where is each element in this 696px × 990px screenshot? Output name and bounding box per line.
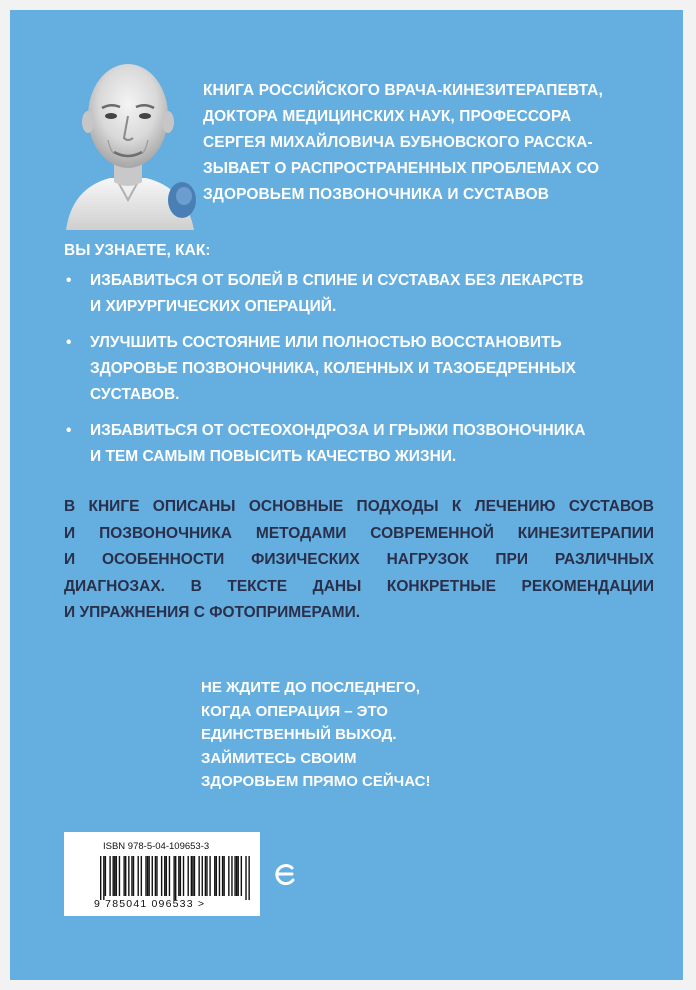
cta-line: ЗДОРОВЬЕМ ПРЯМО СЕЙЧАС! <box>201 773 431 790</box>
barcode-bar <box>131 856 132 896</box>
barcode-bar <box>148 856 149 896</box>
book-description <box>64 494 654 627</box>
cta-line: ЗАЙМИТЕСЬ СВОИМ <box>201 749 357 767</box>
barcode-bar <box>219 856 220 896</box>
barcode-bar <box>128 856 129 896</box>
barcode-bar <box>178 856 179 896</box>
cta-line: ЕДИНСТВЕННЫЙ ВЫХОД. <box>201 726 397 743</box>
barcode-bar <box>116 856 117 896</box>
barcode-bar <box>245 856 246 900</box>
book-back-cover <box>10 10 683 980</box>
barcode-bar <box>248 856 249 900</box>
barcode-bar <box>194 856 195 896</box>
barcode-bar <box>175 856 176 900</box>
barcode-bar <box>141 856 142 896</box>
barcode-bar <box>123 856 124 896</box>
barcode-bar <box>166 856 167 896</box>
barcode-bar <box>138 856 139 896</box>
barcode-bar <box>216 856 217 896</box>
barcode-bar <box>145 856 146 896</box>
author-bio-line: ДОКТОРА МЕДИЦИНСКИХ НАУК, ПРОФЕССОРА <box>203 108 572 125</box>
author-bio-line: ЗЫВАЕТ О РАСПРОСТРАНЕННЫХ ПРОБЛЕМАХ СО <box>203 160 600 177</box>
barcode-bar <box>241 856 242 896</box>
barcode-bar <box>105 856 106 896</box>
barcode-bar <box>133 856 134 896</box>
barcode-bar <box>198 856 199 896</box>
author-bio <box>203 78 663 208</box>
list-item <box>64 418 664 470</box>
author-bio-line: ЗДОРОВЬЕМ ПОЗВОНОЧНИКА И СУСТАВОВ <box>203 186 550 203</box>
list-item <box>64 268 664 320</box>
learn-list <box>64 268 664 480</box>
barcode-bar <box>192 856 193 896</box>
barcode-bar <box>223 856 224 896</box>
barcode-bar <box>205 856 206 896</box>
barcode-bar <box>119 856 120 896</box>
bullet-icon: • <box>66 334 72 351</box>
barcode-bar <box>191 856 192 896</box>
description-line: И ПОЗВОНОЧНИКА МЕТОДАМИ СОВРЕМЕННОЙ КИНЕЗИТЕРАПИИ <box>64 524 654 542</box>
barcode-bar <box>125 856 126 896</box>
barcode-bar <box>222 856 223 896</box>
call-to-action <box>201 676 430 794</box>
cta-line: НЕ ЖДИТЕ ДО ПОСЛЕДНЕГО, <box>201 679 420 696</box>
barcode-digits: 9 785041 096533 > <box>94 898 206 910</box>
list-item-line: ИЗБАВИТЬСЯ ОТ ОСТЕОХОНДРОЗА И ГРЫЖИ ПОЗВОНОЧНИКА <box>90 422 586 439</box>
barcode-bar <box>100 856 101 900</box>
barcode-bar <box>206 856 207 896</box>
barcode-bar <box>109 856 110 896</box>
learn-heading: ВЫ УЗНАЕТЕ, КАК: <box>64 242 211 259</box>
barcode-panel <box>64 832 260 916</box>
eksmo-logo-icon <box>272 860 300 888</box>
barcode-bar <box>113 856 114 896</box>
list-item <box>64 330 664 408</box>
description-line: ДИАГНОЗАХ. В ТЕКСТЕ ДАНЫ КОНКРЕТНЫЕ РЕКОМЕНДАЦИИ <box>64 577 654 595</box>
description-line: И УПРАЖНЕНИЯ С ФОТОПРИМЕРАМИ. <box>64 604 361 621</box>
barcode-icon <box>100 856 250 900</box>
barcode-bar <box>214 856 215 896</box>
barcode-bar <box>238 856 239 896</box>
barcode-bar <box>156 856 157 896</box>
isbn-label: ISBN 978-5-04-109653-3 <box>103 841 210 852</box>
barcode-bar <box>188 856 189 896</box>
list-item-line: ЗДОРОВЬЕ ПОЗВОНОЧНИКА, КОЛЕННЫХ И ТАЗОБЕДРЕННЫХ <box>90 360 576 377</box>
barcode-bar <box>161 856 162 896</box>
barcode-bar <box>114 856 115 896</box>
barcode-bar <box>147 856 148 896</box>
description-line: В КНИГЕ ОПИСАНЫ ОСНОВНЫЕ ПОДХОДЫ К ЛЕЧЕНИЮ СУСТАВОВ <box>64 498 654 515</box>
barcode-bar <box>155 856 156 896</box>
bullet-icon: • <box>66 422 72 439</box>
barcode-bar <box>180 856 181 896</box>
author-portrait <box>58 50 198 230</box>
barcode-bar <box>202 856 203 896</box>
barcode-bar <box>152 856 153 896</box>
barcode-bar <box>164 856 165 896</box>
barcode-bar <box>209 856 210 896</box>
barcode-bar <box>183 856 184 896</box>
list-item-line: СУСТАВОВ. <box>90 386 180 403</box>
barcode-bar <box>231 856 232 896</box>
barcode-bar <box>103 856 104 900</box>
list-item-line: И ХИРУРГИЧЕСКИХ ОПЕРАЦИЙ. <box>90 298 337 315</box>
barcode-bar <box>169 856 170 896</box>
description-line: И ОСОБЕННОСТИ ФИЗИЧЕСКИХ НАГРУЗОК ПРИ РАЗЛИЧНЫХ <box>64 551 654 568</box>
author-bio-line: СЕРГЕЯ МИХАЙЛОВИЧА БУБНОВСКОГО РАССКА- <box>203 134 593 151</box>
list-item-line: ИЗБАВИТЬСЯ ОТ БОЛЕЙ В СПИНЕ И СУСТАВАХ БЕЗ ЛЕКАРСТВ <box>90 272 584 289</box>
barcode-bar <box>228 856 229 896</box>
cta-line: КОГДА ОПЕРАЦИЯ – ЭТО <box>201 702 388 720</box>
list-item-line: И ТЕМ САМЫМ ПОВЫСИТЬ КАЧЕСТВО ЖИЗНИ. <box>90 448 457 465</box>
author-bio-line: КНИГА РОССИЙСКОГО ВРАЧА-КИНЕЗИТЕРАПЕВТА, <box>203 82 603 99</box>
list-item-line: УЛУЧШИТЬ СОСТОЯНИЕ ИЛИ ПОЛНОСТЬЮ ВОССТАНОВИТЬ <box>90 334 562 351</box>
bullet-icon: • <box>66 272 72 289</box>
barcode-bar <box>173 856 174 900</box>
barcode-bar <box>236 856 237 896</box>
barcode-bar <box>234 856 235 896</box>
